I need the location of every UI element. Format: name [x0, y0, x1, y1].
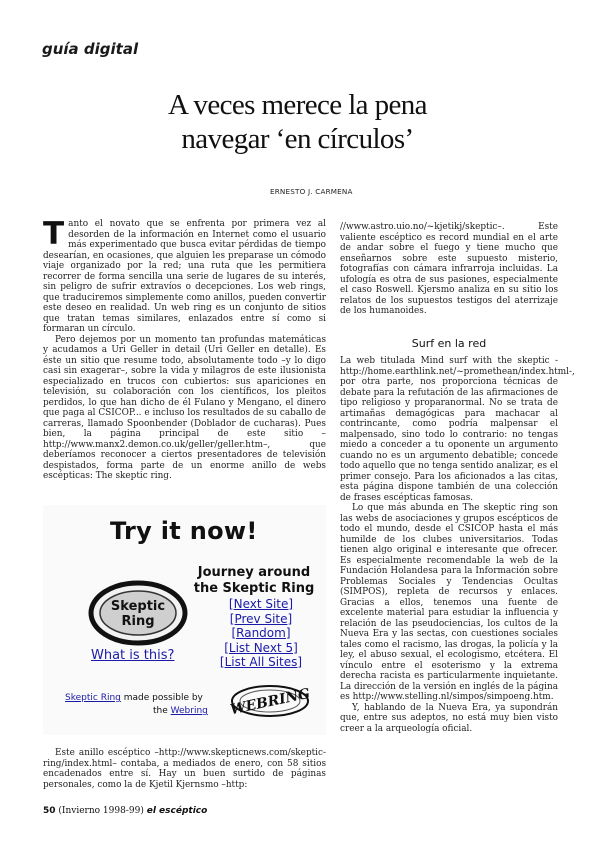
next-site-link[interactable]: [Next Site]: [228, 597, 294, 611]
journey-heading: [189, 565, 319, 597]
made-possible-by-credit: [65, 692, 208, 718]
webring-link[interactable]: Webring: [170, 706, 208, 716]
article-title: [60, 88, 535, 156]
paragraph: Y, hablando de la Nueva Era, ya supondrán que, entre sus adeptos, no está muy bien visto creer a la arqueología oficial.: [340, 702, 558, 734]
ring-navigation-links: [201, 597, 321, 670]
paragraph-text: anto el novato que se enfrenta por primera vez al desorden de la información en Internet como el usuario más experimentado que busca evitar pérdidas de tiempo desearían, en ocasiones, que alguien les preparase un cómodo viaje organizado por la red; una ruta que les permitiera recorrer de forma sencilla una serie de lugares de su interés, sin peligro de sufrir extravíos o decepciones. Los web rings, que traduciremos simplemente como anillos, pueden convertir este deseo en realidad. Un web ring es un conjunto de sitios que tratan temas similares, enlazados entre sí como si formaran un círculo.: [43, 219, 326, 334]
column-right-top: [340, 222, 558, 317]
paragraph: //www.astro.uio.no/~kjetikj/skeptic–. Este valiente escéptico es record mundial en el arte de andar sobre el fuego y tiene mucho que enseñarnos sobre este supuesto misterio, fotografías con cámara infrarroja incluidas. La ufología es otra de sus pasiones, especialmente el caso Roswell. Kjersmo analiza en su sitio los relatos de los supuestos testigos del aterrizaje de los humanoides.: [340, 222, 558, 316]
issue-date: (Invierno 1998-99): [58, 806, 144, 816]
paragraph: Lo que más abunda en The skeptic ring son las webs de asociaciones y grupos escépticos de todo el mundo, desde el CSICOP hasta el más humilde de los clubes universitarios. Todas tienen algo original e interesante que ofrecer. Es especialmente recomendable la web de la Fundación Holandesa para la Información sobre Problemas Sociales y Tendencias Ocultas (SIMPOS), repleta de recursos y enlaces. Gracias a ellos, tenemos una fuente de excelente material para estudiar la influencia y relación de las pseudociencias, los cultos de la Nueva Era y las sectas, con cuestiones sociales tales como el racismo, las drogas, la policía y la ley, el abuso sexual, el ecologismo, etcétera. El vínculo entre el esoterismo y la extrema derecha racista es particularmente inquietante. La dirección de la versión en inglés de la página es http://www.stelling.nl/simpos/simpoeng.htm.: [340, 503, 558, 702]
paragraph: [43, 216, 326, 335]
list-all-sites-link[interactable]: [List All Sites]: [219, 655, 303, 669]
prev-site-link[interactable]: [Prev Site]: [229, 611, 293, 626]
what-is-this-link[interactable]: What is this?: [91, 648, 175, 663]
list-next-5-link[interactable]: [List Next 5]: [224, 640, 298, 655]
logo-text-skeptic: Skeptic: [110, 599, 166, 614]
paragraph: La web titulada Mind surf with the skeptic -http://home.earthlink.net/~promethean/index.html-, por otra parte, nos proporciona técnicas de debate para la refutación de las afirmaciones de tipo religioso y proparanormal. No se trata de artimañas demagógicas para machacar al contrincante, como podría malpensar el malpensado, sino todo lo contrario: no tengas miedo a conceder a tu oponente un argumento cuando no es un argumento debatible; concede todo aquello que no tenga sentido analizar, es el primer consejo. Para los aficionados a las citas, esta página dispone también de una colección de frases escépticas famosas.: [340, 356, 575, 503]
page-footer: [43, 806, 207, 816]
drop-cap: T: [43, 216, 65, 252]
column-left-bottom: [43, 748, 326, 790]
random-site-link[interactable]: [Random]: [231, 626, 291, 640]
the-text: the: [153, 706, 171, 716]
paragraph: Este anillo escéptico –http://www.skepticnews.com/skeptic-ring/index.html– contaba, a mediados de enero, con 58 sitios encadenados entre sí. Hay un buen surtido de páginas personales, como la de Kjetil Kjernsmo –http:: [43, 748, 326, 790]
title-line-2: navegar ‘en círculos’: [181, 123, 414, 155]
column-right-bottom: [340, 356, 575, 734]
made-possible-text: made possible by: [120, 693, 203, 703]
section-label: guía digital: [42, 40, 139, 58]
skeptic-ring-logo[interactable]: [88, 580, 188, 646]
journey-line-1: Journey around: [197, 565, 311, 580]
paragraph: Pero dejemos por un momento tan profundas matemáticas y acudamos a Uri Geller in detail (Uri Geller en detalle). Es éste un sitio que resume todo, absolutamente todo –y lo digo casi sin exagerar–, sobre la vida y milagros de este ilusionista especializado en trucos con cubiertos: sus apariciones en televisión, su colaboración con los científicos, los pleitos perdidos, lo que han dicho de él Fulano y Mengano, el dinero que paga al CSICOP... e incluso los resultados de su caballo de carreras, llamado Spoonbender (Doblador de cucharas). Pues bien, la página principal de este sitio –http://www.manx2.demon.co.uk/geller/geller.htm–, que deberíamos reconocer a ciertos presentadores de televisión despistados, forma parte de un enorme anillo de webs escépticas: The skeptic ring.: [43, 334, 326, 481]
webring-logo[interactable]: [227, 680, 313, 720]
logo-text-ring: Ring: [121, 614, 155, 629]
skeptic-ring-link[interactable]: Skeptic Ring: [65, 693, 121, 703]
webring-logo-text: WEBRING: [228, 685, 312, 719]
journey-line-2: the Skeptic Ring: [193, 581, 315, 596]
page-number: 50: [43, 806, 56, 816]
try-it-now-heading: Try it now!: [110, 517, 258, 545]
subheading: Surf en la red: [411, 337, 487, 350]
author-byline: ERNESTO J. CARMENA: [270, 187, 353, 196]
title-line-1: A veces merece la pena: [168, 89, 427, 121]
column-left-top: [43, 216, 326, 482]
skeptic-ring-banner: [43, 505, 326, 735]
magazine-name: el escéptico: [146, 806, 208, 816]
